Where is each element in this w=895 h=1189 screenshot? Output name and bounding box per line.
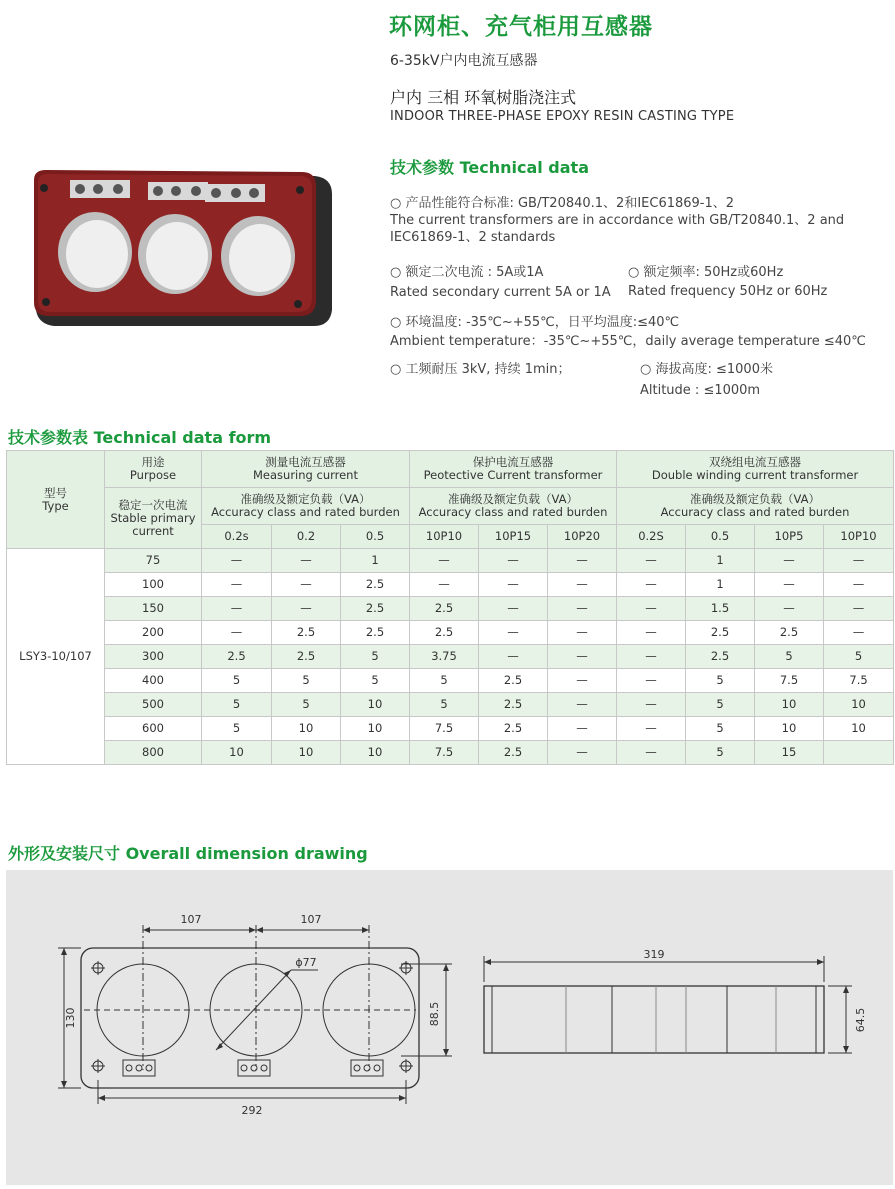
withstand-cn: ○ 工频耐压 3kV, 持续 1min； xyxy=(390,362,571,377)
table-cell: — xyxy=(548,597,617,621)
table-cell: — xyxy=(272,597,341,621)
table-row xyxy=(7,621,894,645)
col-header: 0.2s xyxy=(202,525,272,549)
altitude-cn: ○ 海拔高度: ≤1000米 xyxy=(640,362,773,377)
table-cell: 10 xyxy=(272,717,341,741)
accuracy-header-2: 准确级及额定负载（VA） Accuracy class and rated burden xyxy=(410,488,617,525)
table-cell: 10 xyxy=(755,717,824,741)
primary-current-cell: 150 xyxy=(105,597,202,621)
secondary-current-cn: ○ 额定二次电流 : 5A或1A xyxy=(390,265,544,280)
table-cell: 2.5 xyxy=(202,645,272,669)
table-cell: 5 xyxy=(686,669,755,693)
table-cell: 10 xyxy=(824,693,894,717)
table-row xyxy=(7,549,894,573)
table-cell: 2.5 xyxy=(686,621,755,645)
col-header: 0.5 xyxy=(686,525,755,549)
dim-130: 130 xyxy=(64,1007,77,1029)
dim-319: 319 xyxy=(643,948,665,961)
table-cell: 5 xyxy=(341,645,410,669)
table-cell: — xyxy=(617,741,686,765)
col-header: 10P10 xyxy=(824,525,894,549)
standard-en-2: IEC61869-1、2 standards xyxy=(390,230,556,245)
table-cell: 2.5 xyxy=(479,741,548,765)
table-cell: 2.5 xyxy=(341,573,410,597)
frequency-en: Rated frequency 50Hz or 60Hz xyxy=(628,284,828,299)
primary-current-header: 稳定一次电流 Stable primary current xyxy=(105,488,202,549)
frequency-cn: ○ 额定频率: 50Hz或60Hz xyxy=(628,265,784,280)
table-cell: 10 xyxy=(272,741,341,765)
table-cell: — xyxy=(272,573,341,597)
accuracy-header-3: 准确级及额定负载（VA） Accuracy class and rated burden xyxy=(617,488,894,525)
primary-current-cell: 100 xyxy=(105,573,202,597)
table-cell: 10 xyxy=(341,717,410,741)
table-cell: 5 xyxy=(686,741,755,765)
technical-data-table xyxy=(6,450,894,765)
dim-64-5: 64.5 xyxy=(854,1007,867,1033)
col-header: 0.2S xyxy=(617,525,686,549)
col-header: 0.2 xyxy=(272,525,341,549)
table-row xyxy=(7,717,894,741)
table-row xyxy=(7,669,894,693)
table-cell: 5 xyxy=(824,645,894,669)
table-cell: — xyxy=(617,669,686,693)
table-cell: — xyxy=(202,549,272,573)
table-cell: — xyxy=(548,741,617,765)
col-header: 10P15 xyxy=(479,525,548,549)
primary-current-cell: 800 xyxy=(105,741,202,765)
table-cell: 2.5 xyxy=(272,621,341,645)
table-cell: — xyxy=(617,693,686,717)
table-cell: — xyxy=(548,549,617,573)
dim-107-left: 107 xyxy=(180,913,202,926)
data-form-heading: 技术参数表 Technical data form xyxy=(8,428,272,447)
table-cell: 2.5 xyxy=(410,621,479,645)
table-cell: 10 xyxy=(202,741,272,765)
table-cell: 1 xyxy=(341,549,410,573)
table-cell: 5 xyxy=(410,669,479,693)
table-cell: 3.75 xyxy=(410,645,479,669)
table-cell: 5 xyxy=(272,669,341,693)
standard-cn: ○ 产品性能符合标准: GB/T20840.1、2和IEC61869-1、2 xyxy=(390,196,735,211)
table-cell: 2.5 xyxy=(479,717,548,741)
table-cell: — xyxy=(617,717,686,741)
table-cell: — xyxy=(410,573,479,597)
table-cell: 10 xyxy=(824,717,894,741)
table-cell: 15 xyxy=(755,741,824,765)
table-cell xyxy=(824,741,894,765)
model-cell: LSY3-10/107 xyxy=(7,549,105,765)
table-row xyxy=(7,645,894,669)
table-cell: 2.5 xyxy=(341,621,410,645)
table-cell: 5 xyxy=(755,645,824,669)
primary-current-cell: 75 xyxy=(105,549,202,573)
temperature-en: Ambient temperature：-35℃~+55℃，daily average temperature ≤40℃ xyxy=(390,334,866,349)
table-row xyxy=(7,693,894,717)
type-cn: 户内 三相 环氧树脂浇注式 xyxy=(390,88,577,107)
primary-current-cell: 400 xyxy=(105,669,202,693)
table-cell: — xyxy=(548,645,617,669)
table-cell: 7.5 xyxy=(410,741,479,765)
table-cell: 5 xyxy=(410,693,479,717)
primary-current-cell: 300 xyxy=(105,645,202,669)
table-cell: — xyxy=(755,597,824,621)
table-cell: — xyxy=(479,549,548,573)
table-cell: 5 xyxy=(272,693,341,717)
table-cell: — xyxy=(617,573,686,597)
product-photo xyxy=(30,160,335,330)
group-protective: 保护电流互感器 Peotective Current transformer xyxy=(410,451,617,488)
purpose-header: 用途 Purpose xyxy=(105,451,202,488)
table-cell: — xyxy=(617,645,686,669)
table-cell: — xyxy=(548,693,617,717)
table-cell: 2.5 xyxy=(410,597,479,621)
group-double-winding: 双绕组电流互感器 Double winding current transformer xyxy=(617,451,894,488)
table-cell: 7.5 xyxy=(824,669,894,693)
table-row xyxy=(7,741,894,765)
table-cell: 5 xyxy=(686,717,755,741)
page-title: 环网柜、充气柜用互感器 xyxy=(389,14,653,40)
table-cell: 1.5 xyxy=(686,597,755,621)
dim-107-right: 107 xyxy=(300,913,322,926)
page-subtitle: 6-35kV户内电流互感器 xyxy=(390,53,538,69)
table-cell: — xyxy=(548,621,617,645)
table-cell: — xyxy=(202,621,272,645)
table-cell: 10 xyxy=(755,693,824,717)
table-cell: — xyxy=(479,621,548,645)
table-cell: 2.5 xyxy=(755,621,824,645)
table-cell: 2.5 xyxy=(479,693,548,717)
table-cell: — xyxy=(617,549,686,573)
table-cell: — xyxy=(617,597,686,621)
type-en: INDOOR THREE-PHASE EPOXY RESIN CASTING TYPE xyxy=(390,109,735,124)
dim-292: 292 xyxy=(241,1104,263,1117)
table-cell: 2.5 xyxy=(686,645,755,669)
table-cell: 5 xyxy=(341,669,410,693)
table-cell: 5 xyxy=(202,669,272,693)
table-cell: — xyxy=(824,573,894,597)
table-cell: 5 xyxy=(202,717,272,741)
table-cell: 10 xyxy=(341,693,410,717)
model-header: 型号 Type xyxy=(7,451,105,549)
table-cell: — xyxy=(755,573,824,597)
table-cell: 2.5 xyxy=(341,597,410,621)
dim-88-5: 88.5 xyxy=(428,1001,441,1027)
table-cell: 5 xyxy=(202,693,272,717)
table-cell: — xyxy=(548,717,617,741)
table-cell: — xyxy=(824,621,894,645)
table-cell: 5 xyxy=(686,693,755,717)
temperature-cn: ○ 环境温度: -35℃~+55℃，日平均温度:≤40℃ xyxy=(390,315,680,330)
table-cell: — xyxy=(548,669,617,693)
table-cell: 7.5 xyxy=(410,717,479,741)
dimension-drawing xyxy=(6,870,893,1185)
col-header: 10P10 xyxy=(410,525,479,549)
technical-data-heading: 技术参数 Technical data xyxy=(390,158,589,177)
primary-current-cell: 600 xyxy=(105,717,202,741)
table-cell: — xyxy=(410,549,479,573)
table-cell: 1 xyxy=(686,573,755,597)
table-cell: — xyxy=(202,573,272,597)
table-cell: — xyxy=(479,597,548,621)
table-cell: 2.5 xyxy=(479,669,548,693)
standard-en-1: The current transformers are in accordance with GB/T20840.1、2 and xyxy=(390,213,845,228)
table-cell: 10 xyxy=(341,741,410,765)
table-cell: — xyxy=(272,549,341,573)
table-row xyxy=(7,597,894,621)
group-measuring: 测量电流互感器 Measuring current xyxy=(202,451,410,488)
col-header: 10P20 xyxy=(548,525,617,549)
table-cell: — xyxy=(824,597,894,621)
table-cell: 7.5 xyxy=(755,669,824,693)
col-header: 0.5 xyxy=(341,525,410,549)
secondary-current-en: Rated secondary current 5A or 1A xyxy=(390,285,611,300)
table-cell: — xyxy=(548,573,617,597)
table-cell: — xyxy=(617,621,686,645)
dim-diameter: ϕ77 xyxy=(295,956,317,969)
table-cell: — xyxy=(202,597,272,621)
table-cell: — xyxy=(824,549,894,573)
primary-current-cell: 500 xyxy=(105,693,202,717)
table-cell: 2.5 xyxy=(272,645,341,669)
col-header: 10P5 xyxy=(755,525,824,549)
altitude-en: Altitude : ≤1000m xyxy=(640,383,761,398)
table-cell: — xyxy=(479,645,548,669)
table-row xyxy=(7,573,894,597)
table-cell: 1 xyxy=(686,549,755,573)
table-cell: — xyxy=(479,573,548,597)
drawing-heading: 外形及安装尺寸 Overall dimension drawing xyxy=(8,844,368,863)
accuracy-header-1: 准确级及额定负载（VA） Accuracy class and rated burden xyxy=(202,488,410,525)
table-cell: — xyxy=(755,549,824,573)
primary-current-cell: 200 xyxy=(105,621,202,645)
